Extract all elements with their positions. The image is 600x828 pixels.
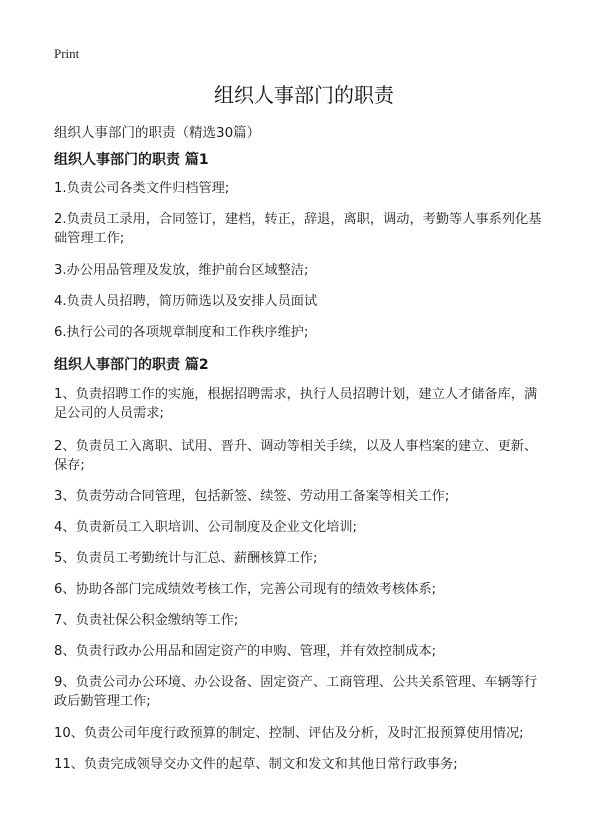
list-item: 1、负责招聘工作的实施，根据招聘需求，执行人员招聘计划，建立人才储备库，满足公司的人员需求;: [54, 387, 538, 421]
list-item: 4.负责人员招聘，简历筛选以及安排人员面试: [54, 294, 318, 309]
document-subtitle: 组织人事部门的职责（精选30篇）: [54, 125, 261, 141]
list-item: 1.负责公司各类文件归档管理;: [54, 181, 230, 196]
list-item: 9、负责公司办公环境、办公设备、固定资产、工商管理、公共关系管理、车辆等行政后勤管理工作;: [54, 675, 538, 709]
list-item: 7、负责社保公积金缴纳等工作;: [54, 613, 239, 628]
list-item: 11、负责完成领导交办文件的起草、制文和发文和其他日常行政事务;: [54, 757, 458, 772]
section-2: [54, 354, 554, 772]
print-link[interactable]: Print: [54, 46, 80, 61]
list-item: 2、负责员工入离职、试用、晋升、调动等相关手续，以及人事档案的建立、更新、保存;: [54, 439, 538, 473]
list-item: 2.负责员工录用，合同签订，建档，转正，辞退，离职，调动，考勤等人事系列化基础管理工作;: [54, 212, 542, 246]
list-item: 5、负责员工考勤统计与汇总、薪酬核算工作;: [54, 551, 318, 566]
list-item: 6.执行公司的各项规章制度和工作秩序维护;: [54, 325, 309, 340]
list-item: 10、负责公司年度行政预算的制定、控制、评估及分析，及时汇报预算使用情况;: [54, 726, 524, 741]
list-item: 3、负责劳动合同管理，包括新签、续签、劳动用工备案等相关工作;: [54, 489, 450, 504]
page-title: 组织人事部门的职责: [214, 83, 394, 107]
section-heading: 组织人事部门的职责 篇1: [54, 152, 209, 168]
section-heading: 组织人事部门的职责 篇2: [54, 357, 209, 373]
list-item: 8、负责行政办公用品和固定资产的申购、管理，并有效控制成本;: [54, 644, 437, 659]
section-1: [54, 149, 554, 340]
list-item: 6、协助各部门完成绩效考核工作，完善公司现有的绩效考核体系;: [54, 582, 437, 597]
list-item: 4、负责新员工入职培训、公司制度及企业文化培训;: [54, 520, 357, 535]
list-item: 3.办公用品管理及发放，维护前台区域整洁;: [54, 263, 309, 278]
